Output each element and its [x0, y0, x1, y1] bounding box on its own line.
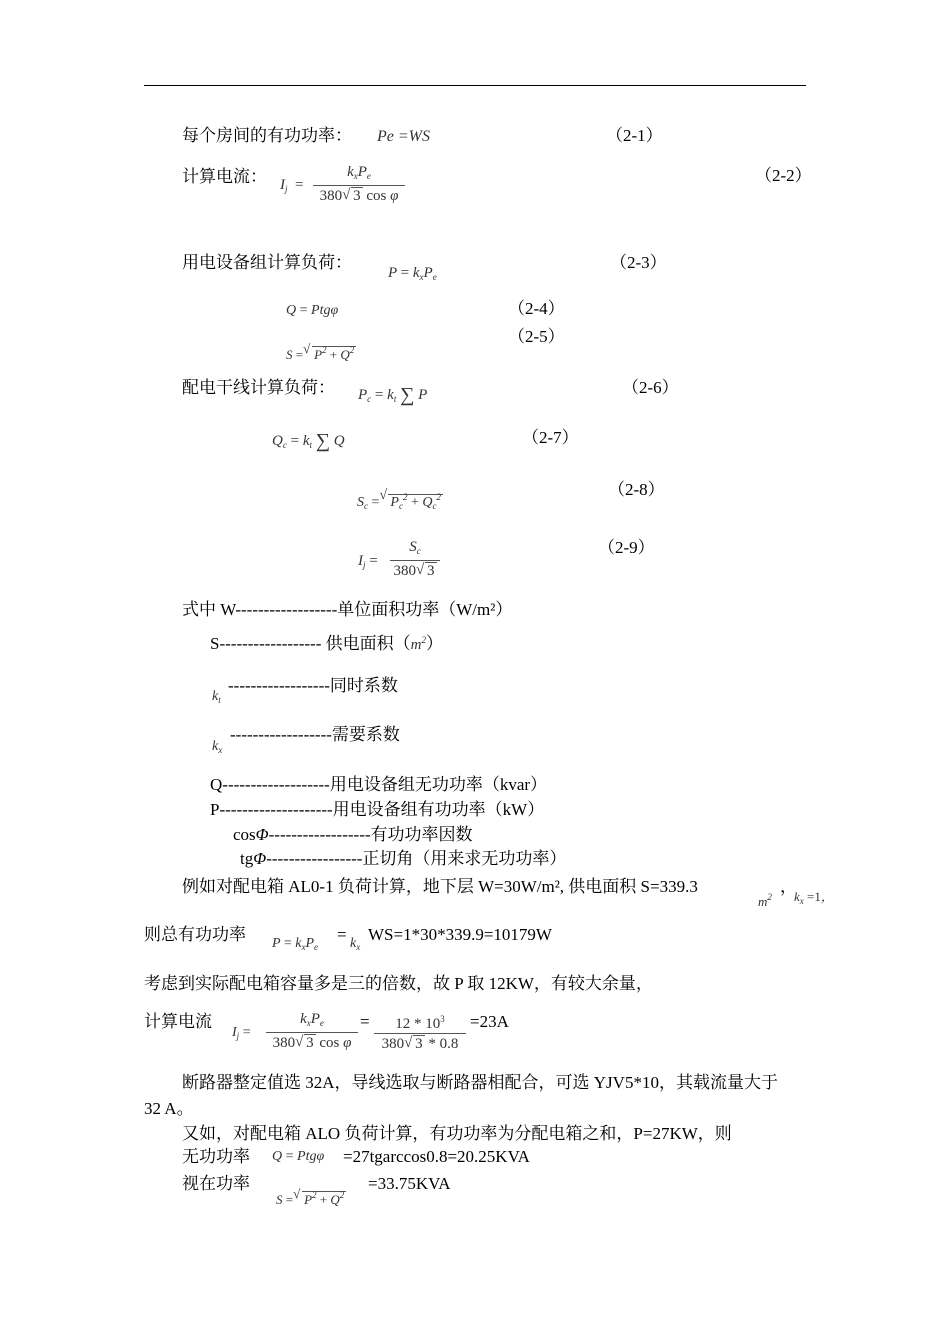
main-line-load-label: 配电干线计算负荷： — [182, 378, 335, 397]
def-kt-symbol: $k_t$ — [212, 689, 221, 705]
current-formula-lhs: $I_j$ = — [280, 177, 304, 194]
reactive-power-value: =27tgarccos0.8=20.25KVA — [343, 1147, 530, 1166]
capacity-note: 考虑到实际配电箱容量多是三的倍数，故 P 取 12KW，有较大余量， — [144, 974, 653, 993]
def-s: S------------------ 供电面积$(m^2)$ — [210, 634, 443, 653]
formula-pc: $P_c = k_t$ ∑ P — [358, 384, 428, 406]
current-calc-fraction-1: $k_xP_e$ 380√ 3 cos φ — [266, 1010, 358, 1053]
def-p: P--------------------用电设备组有功功率（kW） — [210, 800, 545, 819]
breaker-note-line1: 断路器整定值选 32A，导线选取与断路器相配合，可选 YJV5*10，其载流量大于 — [182, 1073, 778, 1092]
formula-sc: $S_c$ =√ $P_c^2 + Q_c^2$ — [357, 488, 443, 515]
example-m2: $m^2$ — [758, 892, 772, 909]
def-kx-symbol: $k_x$ — [212, 739, 223, 755]
eq-number-2-7: （2-7） — [522, 428, 579, 447]
apparent-power-label: 视在功率 — [182, 1174, 250, 1193]
eq-number-2-6: （2-6） — [622, 378, 679, 397]
fraction-numerator: $k_xP_e$ — [347, 164, 371, 181]
current-calc-fraction-2: $12 * 10^3$ 380√ 3 * 0.8 — [374, 1010, 466, 1054]
reactive-power-formula: Q = Ptgφ — [272, 1149, 325, 1164]
example-intro: 例如对配电箱 AL0-1 负荷计算，地下层 W=30W/m², 供电面积 S=339.3 — [182, 877, 698, 896]
formula-s: S =√ $P^2 + Q^2$ — [286, 341, 356, 364]
total-power-formula: $P = k_xP_e$ — [272, 936, 318, 952]
def-kt: ------------------同时系数 — [228, 676, 398, 695]
breaker-note-line2: 32 A。 — [144, 1099, 194, 1118]
equipment-load-label: 用电设备组计算负荷： — [182, 253, 352, 272]
eq-number-2-1: （2-1） — [606, 126, 663, 145]
formula-ij-lhs: $I_j$ = — [358, 553, 378, 570]
eq-number-2-5: （2-5） — [508, 327, 565, 346]
def-cos: cosΦ------------------有功功率因数 — [233, 825, 473, 844]
example-comma: ， — [780, 877, 797, 896]
total-power-kx: $k_x$ — [350, 936, 361, 952]
total-power-eq: = — [337, 925, 347, 944]
calc-current-label-2: 计算电流 — [144, 1012, 212, 1031]
room-power-formula: Pe =WS — [377, 128, 430, 145]
def-tg: tgΦ-----------------正切角（用来求无功功率） — [240, 849, 567, 868]
apparent-power-formula: S =√ $P^2 + Q^2$ — [276, 1186, 346, 1209]
reactive-power-label: 无功功率 — [182, 1147, 250, 1166]
apparent-power-value: =33.75KVA — [368, 1174, 451, 1193]
formula-ij-fraction: $S_c$ 380√ 3 — [390, 538, 440, 581]
calc-current-label: 计算电流： — [182, 167, 267, 186]
def-kx: ------------------需要系数 — [230, 725, 400, 744]
eq-number-2-3: （2-3） — [610, 253, 667, 272]
formula-p: $P = k_xP_e$ — [388, 265, 437, 282]
current-calc-eq: = — [360, 1012, 370, 1031]
current-formula-fraction — [313, 163, 405, 206]
current-calc-result: =23A — [470, 1012, 509, 1031]
eq-number-2-2: （2-2） — [755, 166, 812, 185]
def-w: 式中 W------------------单位面积功率（W/m²） — [182, 600, 513, 619]
eq-number-2-8: （2-8） — [608, 480, 665, 499]
eq-number-2-9: （2-9） — [598, 538, 655, 557]
total-power-label: 则总有功功率 — [144, 925, 246, 944]
example-2-intro: 又如，对配电箱 ALO 负荷计算，有功功率为分配电箱之和，P=27KW，则 — [182, 1124, 732, 1143]
current-calc-lhs: $I_j$ = — [232, 1025, 251, 1041]
example-kx: $k_x =1$， — [794, 889, 834, 906]
header-rule — [144, 85, 806, 86]
room-power-label: 每个房间的有功功率： — [182, 126, 352, 145]
total-power-value: WS=1*30*339.9=10179W — [368, 925, 552, 944]
eq-number-2-4: （2-4） — [508, 299, 565, 318]
fraction-denominator: 380√ 3 cos φ — [313, 186, 405, 206]
formula-q: Q = Ptgφ — [286, 303, 339, 318]
formula-qc: $Q_c = k_t$ ∑ Q — [272, 430, 345, 452]
def-q: Q-------------------用电设备组无功功率（kvar） — [210, 775, 548, 794]
